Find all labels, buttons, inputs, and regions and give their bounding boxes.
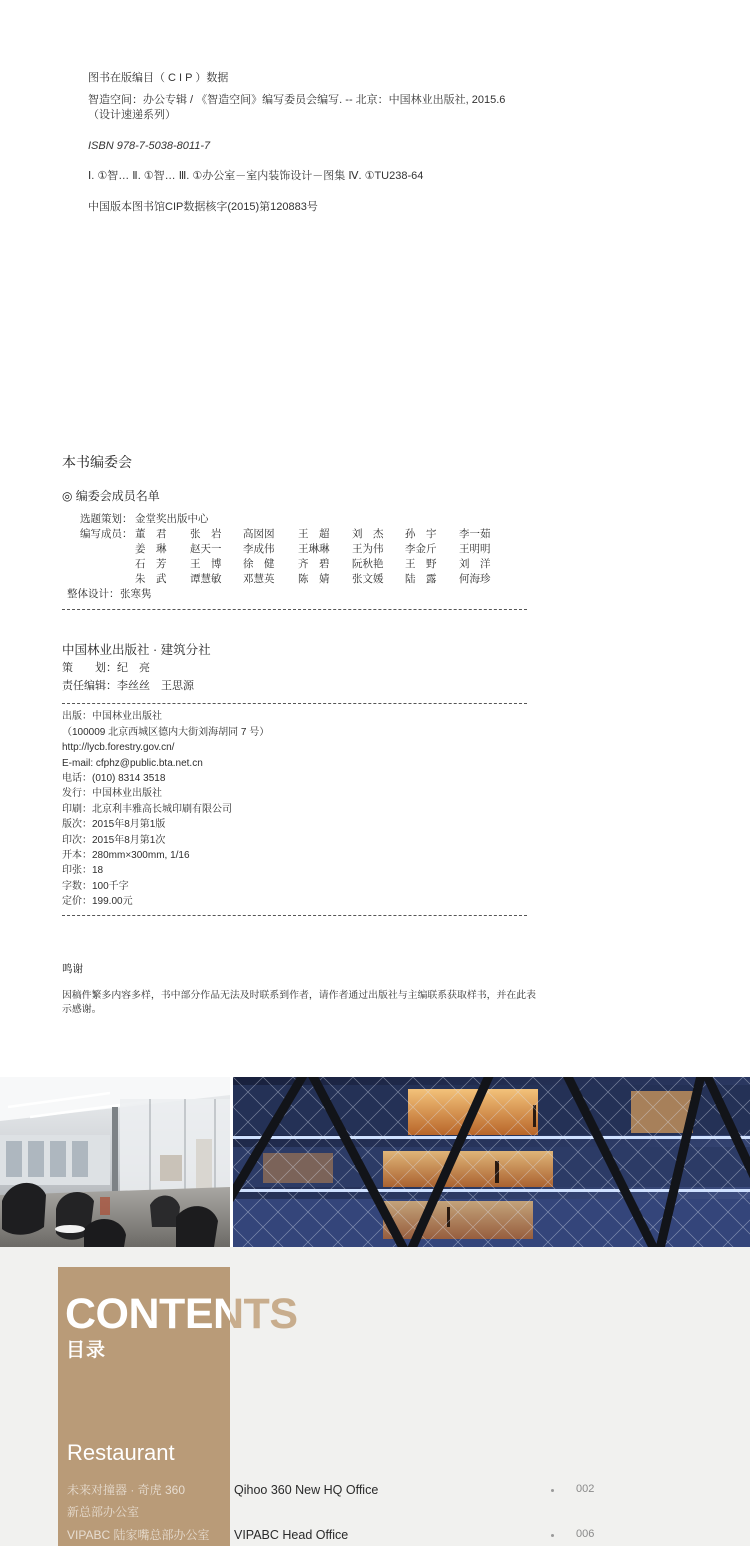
colophon-line: （100009 北京西城区德内大街刘海胡同 7 号） xyxy=(62,726,270,738)
design-value: 张寒隽 xyxy=(120,587,152,600)
entry-page-number: 002 xyxy=(576,1483,595,1495)
committee-list-title: ◎ 编委会成员名单 xyxy=(62,489,160,503)
acknowledgement-text: 因稿件繁多内容多样，书中部分作品无法及时联系到作者，请作者通过出版社与主编联系获取样书，并在此表示感谢。 xyxy=(62,990,537,1015)
colophon-line: 开本：280mm×300mm, 1/16 xyxy=(62,849,190,861)
member-name: 王 超 xyxy=(298,527,330,540)
colophon-line: 印张：18 xyxy=(62,865,104,877)
member-name: 张 岩 xyxy=(190,527,222,540)
member-name: 王为伟 xyxy=(352,542,384,555)
colophon-line: 出版：中国林业出版社 xyxy=(62,711,162,723)
cip-series: （设计速递系列） xyxy=(88,109,176,121)
member-name: 王明明 xyxy=(459,542,491,555)
entry-page-number: 006 xyxy=(576,1528,595,1540)
contents-heading-cn: 目录 xyxy=(66,1339,107,1361)
entry-title-cn: VIPABC 陆家嘴总部办公室 xyxy=(67,1528,210,1542)
publisher-name: 中国林业出版社 · 建筑分社 xyxy=(62,643,211,657)
colophon-line: 版次：2015年8月第1版 xyxy=(62,819,166,831)
member-name: 阮秋艳 xyxy=(352,557,384,570)
member-name: 邓慧英 xyxy=(243,572,275,585)
committee-heading: 本书编委会 xyxy=(62,454,132,470)
colophon-line: 印次：2015年8月第1次 xyxy=(62,834,166,846)
dashed-divider xyxy=(62,609,527,610)
dashed-divider xyxy=(62,915,527,916)
design-label: 整体设计： xyxy=(67,587,120,600)
member-name: 李一茹 xyxy=(459,527,491,540)
cip-number: 中国版本图书馆CIP数据核字(2015)第120883号 xyxy=(88,201,318,213)
member-name: 朱 武 xyxy=(135,572,167,585)
member-name: 齐 碧 xyxy=(298,557,330,570)
colophon-line: 电话：(010) 8314 3518 xyxy=(62,772,166,784)
planning-value: 金堂奖出版中心 xyxy=(135,512,209,525)
cip-title: 图书在版编目（ C I P ）数据 xyxy=(88,72,229,84)
member-name: 张文媛 xyxy=(352,572,384,585)
colophon-line: E-mail: cfphz@public.bta.net.cn xyxy=(62,757,203,769)
member-name: 石 芳 xyxy=(135,557,167,570)
member-name: 孙 宇 xyxy=(405,527,437,540)
member-name: 王 野 xyxy=(405,557,437,570)
member-name: 姜 琳 xyxy=(135,542,167,555)
entry-title-cn: 未来对撞器 · 奇虎 360 xyxy=(67,1483,186,1497)
acknowledgement-title: 鸣谢 xyxy=(62,963,83,975)
cip-isbn: ISBN 978-7-5038-8011-7 xyxy=(88,140,211,152)
section-title: Restaurant xyxy=(67,1440,175,1465)
member-name: 李成伟 xyxy=(243,542,275,555)
colophon-line: 印刷：北京利丰雅高长城印刷有限公司 xyxy=(62,803,232,815)
member-name: 徐 健 xyxy=(243,557,275,570)
member-name: 董 君 xyxy=(135,527,167,540)
member-name: 刘 杰 xyxy=(352,527,384,540)
member-name: 陆 露 xyxy=(405,572,437,585)
member-name: 陈 婧 xyxy=(298,572,330,585)
members-label: 编写成员： xyxy=(80,527,133,540)
cip-record: 智造空间：办公专辑 / 《智造空间》编写委员会编写. -- 北京：中国林业出版社, 2015.6 xyxy=(88,94,506,106)
leader-dot-icon xyxy=(551,1534,554,1537)
member-name: 赵天一 xyxy=(190,542,222,555)
leader-dot-icon xyxy=(551,1489,554,1492)
glass-facade-photo xyxy=(233,1077,750,1247)
member-name: 高囡囡 xyxy=(243,527,275,540)
colophon-line: 发行：中国林业出版社 xyxy=(62,788,162,800)
colophon xyxy=(62,709,269,909)
publisher-editors: 责任编辑：李丝丝 王思源 xyxy=(62,680,194,692)
colophon-line: 定价：199.00元 xyxy=(62,896,133,908)
member-name: 王琳琳 xyxy=(298,542,330,555)
entry-title: VIPABC Head Office xyxy=(234,1528,349,1542)
colophon-line: 字数：100千字 xyxy=(62,880,129,892)
entry-title-cn: 新总部办公室 xyxy=(67,1505,140,1519)
publisher-planner: 策 划：纪 亮 xyxy=(62,662,150,674)
member-name: 谭慧敏 xyxy=(190,572,222,585)
entry-title: Qihoo 360 New HQ Office xyxy=(234,1483,379,1497)
dashed-divider xyxy=(62,703,527,704)
office-lounge-photo xyxy=(0,1077,230,1247)
colophon-line: http://lycb.forestry.gov.cn/ xyxy=(62,742,175,754)
planning-label: 选题策划： xyxy=(80,512,133,525)
contents-heading: CONTENTS xyxy=(65,1290,298,1338)
member-name: 李金斤 xyxy=(405,542,437,555)
cip-classification: Ⅰ. ①智… Ⅱ. ①智… Ⅲ. ①办公室－室内装饰设计－图集 Ⅳ. ①TU238-64 xyxy=(88,170,424,182)
member-name: 王 博 xyxy=(190,557,222,570)
member-name: 刘 洋 xyxy=(459,557,491,570)
member-name: 何海珍 xyxy=(459,572,491,585)
